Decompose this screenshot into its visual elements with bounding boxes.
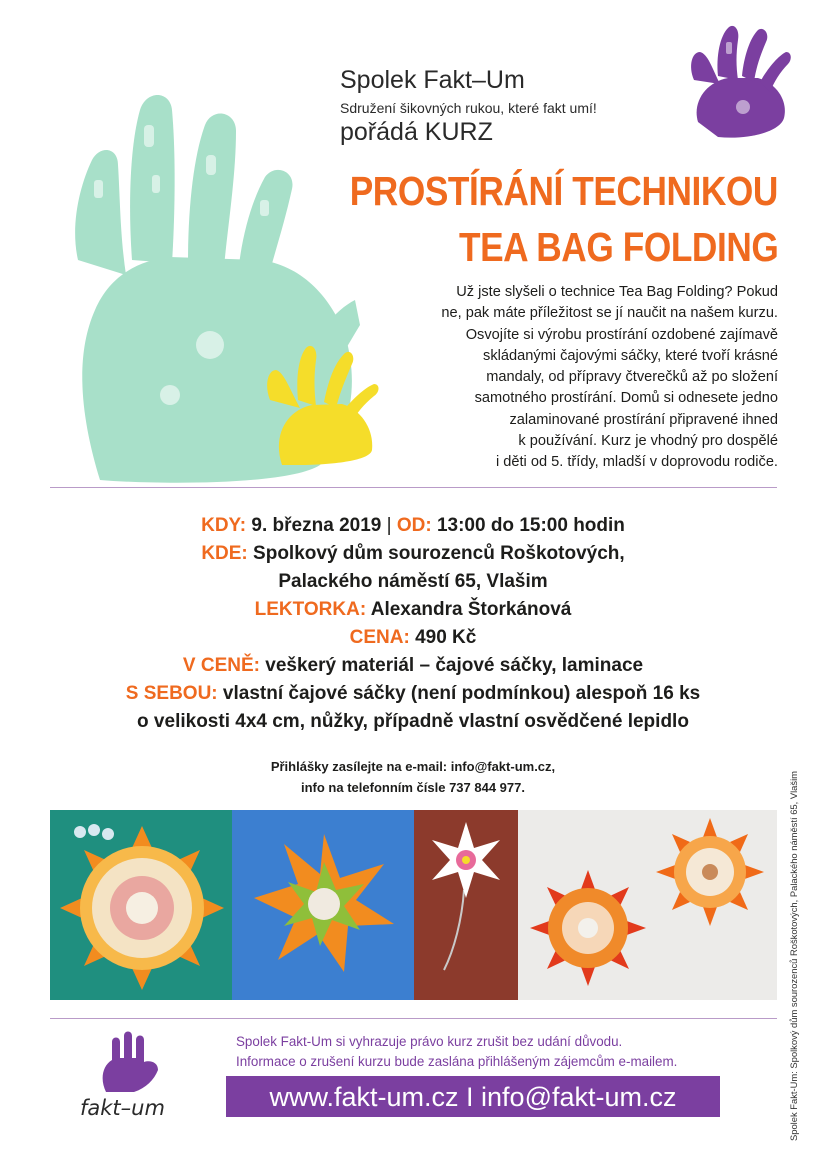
bring-row-2 [0,708,826,736]
course-title-line-1: PROSTÍRÁNÍ TECHNIKOU [349,168,778,214]
photo-star-blue [232,810,414,1000]
contact-bar[interactable]: www.fakt-um.cz I info@fakt-um.cz [226,1076,720,1117]
registration-email-line: Přihlášky zasílejte na e-mail: info@fakt-um.cz, [270,759,556,774]
divider-top [50,487,777,488]
bring-row [0,680,826,708]
includes-value: veškerý materiál – čajové sáčky, laminace [265,655,644,676]
organization-name: Spolek Fakt–Um [340,66,525,94]
price-value: 490 Kč [415,627,477,648]
lecturer-label: LEKTORKA: [254,599,367,620]
star-mandala-icon [232,810,414,1000]
cancellation-note-line-2: Informace o zrušení kurzu bude zaslána přihlášeným zájemcům e-mailem. [236,1054,678,1069]
where-value: Spolkový dům sourozenců Roškotových, [253,543,625,564]
description-line: skládanými čajovými sáčky, které tvoří krásné [483,347,778,364]
registration-phone-line: info na telefonním čísle 737 844 977. [301,780,525,795]
lecturer-row [0,596,826,624]
includes-label: V CENĚ: [182,655,260,676]
description-line: ne, pak máte příležitost se jí naučit na našem kurzu. [441,305,778,322]
description-line: mandaly, od přípravy čtverečků až po složení [486,369,778,386]
course-title-line-2: TEA BAG FOLDING [458,224,778,270]
mandala-orange-icon [50,810,232,1000]
separator: | [386,515,392,536]
description-line: k používání. Kurz je vhodný pro dospělé [518,433,778,450]
lecturer-value: Alexandra Štorkánová [370,599,572,620]
where-value-2: Palackého náměstí 65, Vlašim [278,571,548,592]
course-details [0,512,826,736]
fakt-um-logo-text: fakt–um [80,1096,165,1120]
description-line: Už jste slyšeli o technice Tea Bag Folding? Pokud [456,284,778,300]
price-row [0,624,826,652]
divider-bottom [50,1018,777,1019]
includes-row [0,652,826,680]
photo-two-mandalas [518,810,777,1000]
organizes-course-label: pořádá KURZ [340,118,493,146]
bring-label: S SEBOU: [125,683,218,704]
bring-value: vlastní čajové sáčky (není podmínkou) alespoň 16 ks [222,683,701,704]
organization-tagline: Sdružení šikovných rukou, které fakt umí! [340,100,597,116]
cancellation-note [236,1032,677,1072]
sun-mandalas-icon [518,810,777,1000]
side-address-text: Spolek Fakt-Um: Spolkový dům sourozenců Roškotových, Palackého náměstí 65, Vlašim [788,771,799,1141]
when-label: KDY: [201,515,247,536]
purple-handprint-illustration [688,22,792,140]
when-row [0,512,826,540]
photo-flower-brown [414,810,518,1000]
flower-star-icon [414,810,518,1000]
photo-strip [50,810,777,1000]
from-value: 13:00 do 15:00 hodin [436,515,625,536]
where-label: KDE: [201,543,248,564]
from-label: OD: [396,515,432,536]
where-row [0,540,826,568]
description-line: i děti od 5. třídy, mladší v doprovodu rodiče. [495,454,778,471]
bring-value-2: o velikosti 4x4 cm, nůžky, případně vlastní osvědčené lepidlo [137,711,689,732]
photo-mandala-green [50,810,232,1000]
description-line: Osvojíte si výrobu prostírání ozdobené zajímavě [465,326,778,343]
cancellation-note-line-1: Spolek Fakt-Um si vyhrazuje právo kurz zrušit bez udání důvodu. [236,1034,623,1049]
description-line: zalaminované prostírání připravené ihned [509,411,778,428]
fakt-um-logo-hand-icon [98,1030,162,1094]
price-label: CENA: [349,627,410,648]
description-line: samotného prostírání. Domů si odnesete jedno [474,390,778,407]
registration-info [0,756,826,798]
when-value: 9. března 2019 [251,515,382,536]
course-description [358,282,778,474]
where-row-2 [0,568,826,596]
